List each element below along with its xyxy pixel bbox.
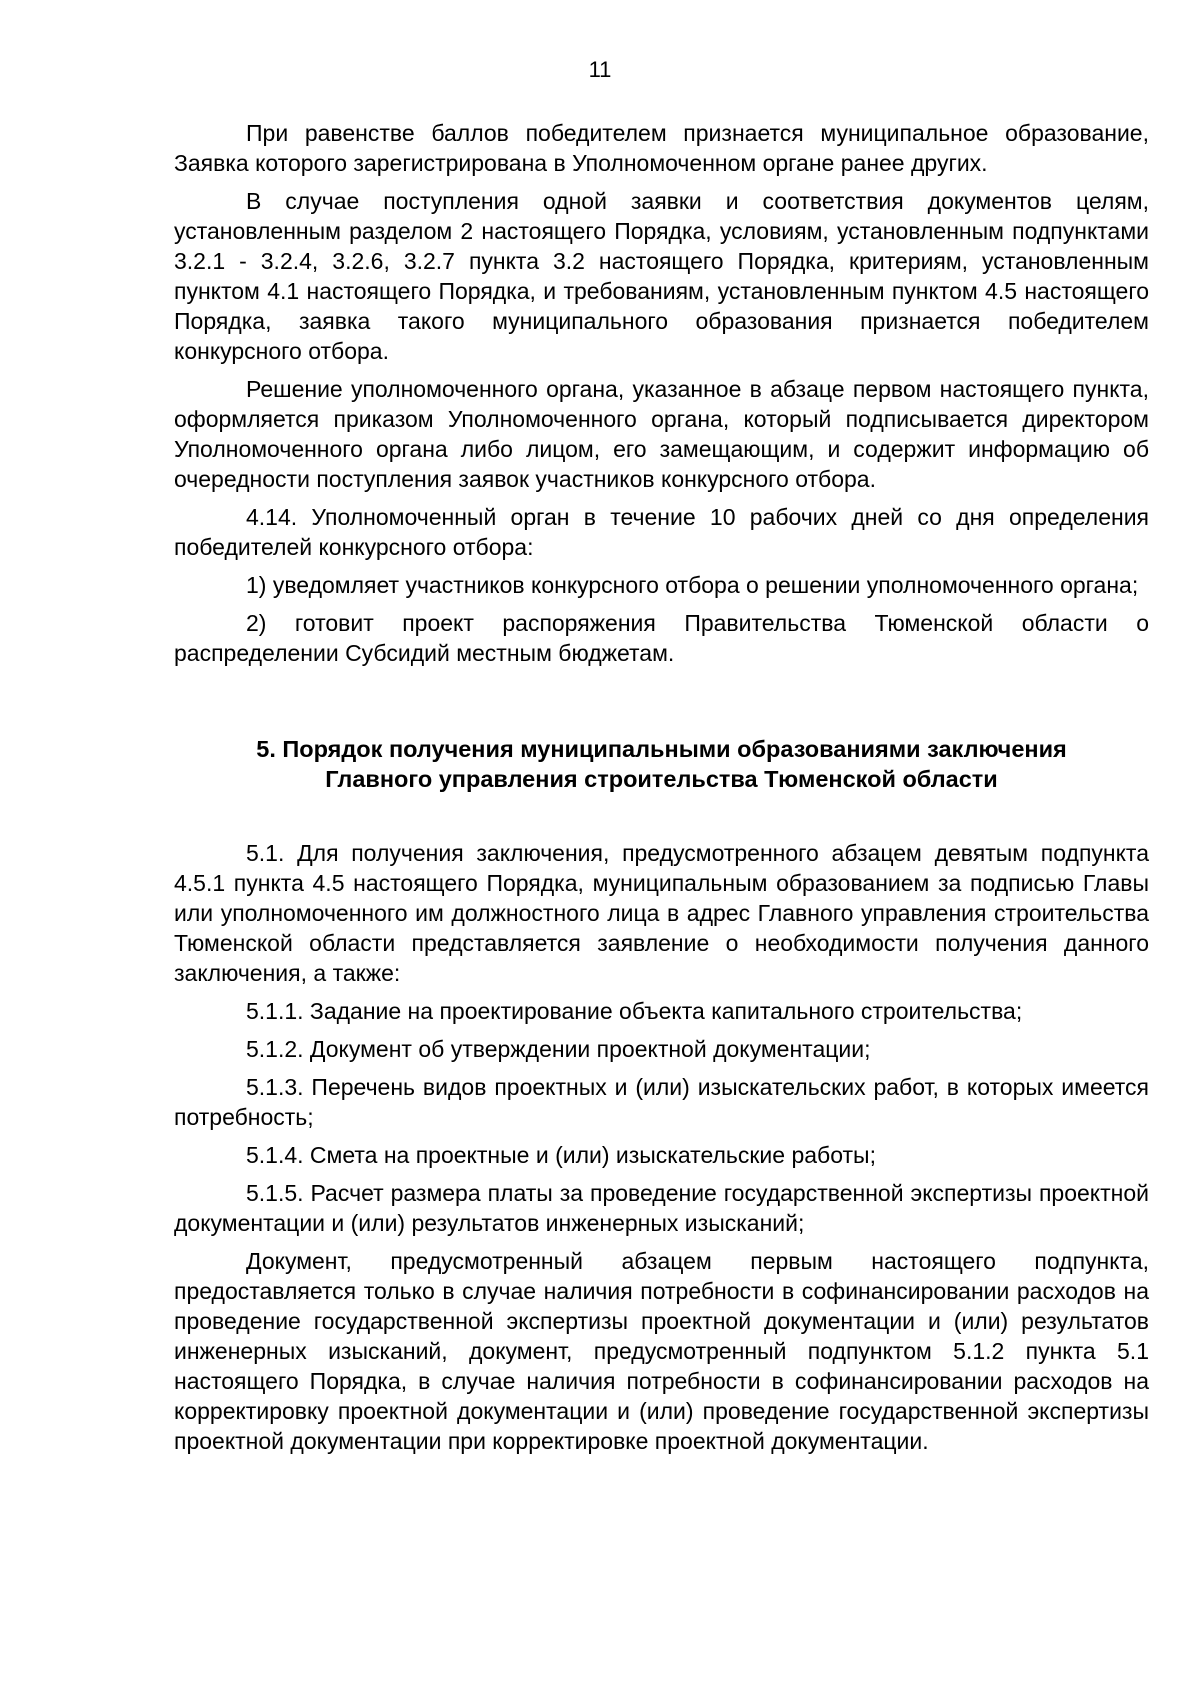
paragraph: 5.1.2. Документ об утверждении проектной документации; bbox=[246, 1036, 871, 1062]
paragraph: 5.1.5. Расчет размера платы за проведение государственной экспертизы проектной документации и (или) результатов инженерных изысканий; bbox=[174, 1180, 1149, 1236]
section-heading-line: 5. Порядок получения муниципальными образованиями заключения bbox=[256, 736, 1067, 762]
page-number: 11 bbox=[588, 57, 612, 82]
section-heading-line: Главного управления строительства Тюменской области bbox=[325, 766, 998, 792]
section-heading bbox=[174, 734, 1149, 794]
paragraph: В случае поступления одной заявки и соответствия документов целям, установленным разделом 2 настоящего Порядка, условиям, установленным подпунктами 3.2.1 - 3.2.4, 3.2.6, 3.2.7 пункта 3.2 настоящего Порядка, критериям, установленным пунктом 4.1 настоящего Порядка, и требованиям, установленным пунктом 4.5 настоящего Порядка, заявка такого муниципального образования признается победителем конкурсного отбора. bbox=[174, 188, 1149, 364]
paragraph: Решение уполномоченного органа, указанное в абзаце первом настоящего пункта, оформляется приказом Уполномоченного органа, который подписывается директором Уполномоченного органа либо лицом, его замещающим, и содержит информацию об очередности поступления заявок участников конкурсного отбора. bbox=[174, 376, 1149, 492]
paragraph: Документ, предусмотренный абзацем первым настоящего подпункта, предоставляется только в случае наличия потребности в софинансировании расходов на проведение государственной экспертизы проектной документации и (или) результатов инженерных изысканий, документ, предусмотренный подпунктом 5.1.2 пункта 5.1 настоящего Порядка, в случае наличия потребности в софинансировании расходов на корректировку проектной документации и (или) проведение государственной экспертизы проектной документации при корректировке проектной документации. bbox=[174, 1248, 1149, 1454]
paragraph: 5.1.4. Смета на проектные и (или) изыскательские работы; bbox=[246, 1142, 876, 1168]
paragraph: 2) готовит проект распоряжения Правительства Тюменской области о распределении Субсидий местным бюджетам. bbox=[174, 610, 1149, 666]
paragraph: При равенстве баллов победителем признается муниципальное образование, Заявка которого зарегистрирована в Уполномоченном органе ранее других. bbox=[174, 120, 1149, 176]
paragraph: 5.1.1. Задание на проектирование объекта капитального строительства; bbox=[246, 998, 1023, 1024]
paragraph: 5.1.3. Перечень видов проектных и (или) изыскательских работ, в которых имеется потребность; bbox=[174, 1074, 1149, 1130]
paragraph: 5.1. Для получения заключения, предусмотренного абзацем девятым подпункта 4.5.1 пункта 4.5 настоящего Порядка, муниципальным образованием за подписью Главы или уполномоченного им должностного лица в адрес Главного управления строительства Тюменской области представляется заявление о необходимости получения данного заключения, а также: bbox=[174, 840, 1149, 986]
paragraph: 4.14. Уполномоченный орган в течение 10 рабочих дней со дня определения победителей конкурсного отбора: bbox=[174, 504, 1149, 560]
document-body bbox=[174, 118, 1149, 1464]
paragraph: 1) уведомляет участников конкурсного отбора о решении уполномоченного органа; bbox=[246, 572, 1139, 598]
